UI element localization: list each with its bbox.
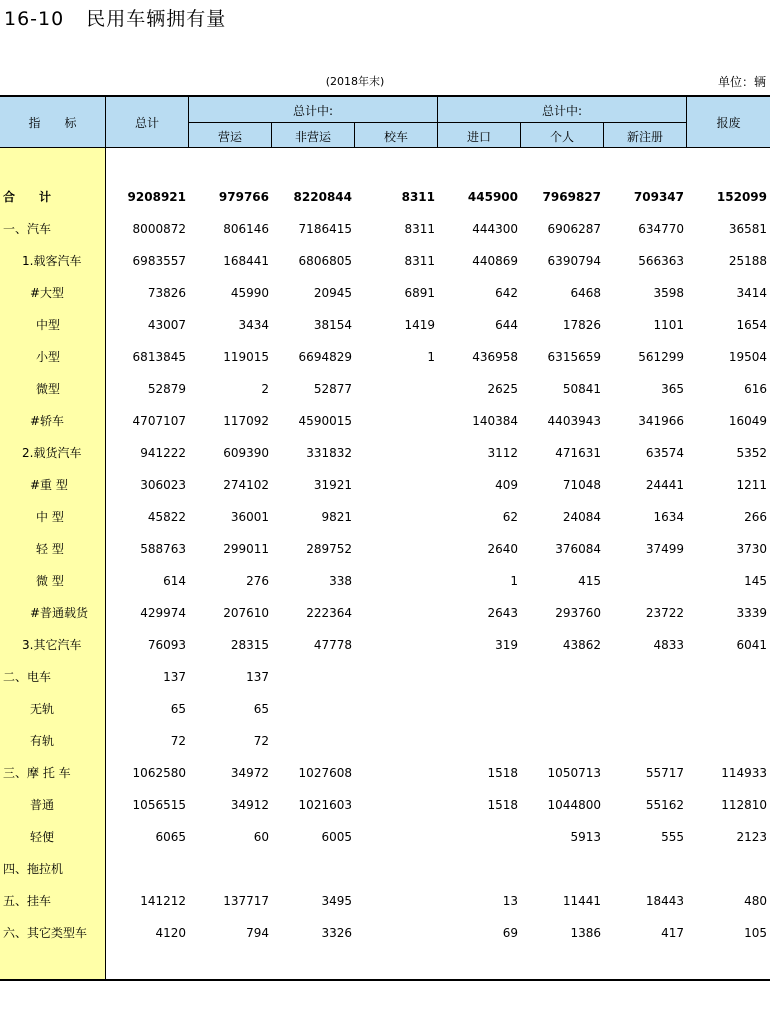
table-cell: 17826 <box>562 318 601 332</box>
table-cell: 65 <box>170 702 186 716</box>
row-label: 中型 <box>36 318 61 332</box>
table-row <box>0 437 770 469</box>
table-cell: 24441 <box>645 478 684 492</box>
table-cell: 4707107 <box>132 414 186 428</box>
row-label: 微型 <box>36 382 61 396</box>
table-row <box>0 917 770 949</box>
table-row <box>0 469 770 501</box>
table-cell: 117092 <box>223 414 269 428</box>
table-cell: 141212 <box>140 894 186 908</box>
table-cell: 6813845 <box>132 350 186 364</box>
table-cell: 3598 <box>653 286 684 300</box>
table-cell: 319 <box>495 638 518 652</box>
table-cell: 6390794 <box>547 254 601 268</box>
header-bottom-rule <box>0 147 770 148</box>
table-row <box>0 277 770 309</box>
table-row <box>0 213 770 245</box>
table-cell: 415 <box>578 574 601 588</box>
table-cell: 566363 <box>638 254 684 268</box>
table-cell: 4833 <box>653 638 684 652</box>
row-label: 六、其它类型车 <box>3 926 88 940</box>
row-label: 小型 <box>36 350 61 364</box>
table-cell: 112810 <box>721 798 767 812</box>
table-cell: 555 <box>661 830 684 844</box>
table-cell: 73826 <box>147 286 186 300</box>
table-cell: 34972 <box>230 766 269 780</box>
table-cell: 137 <box>246 670 269 684</box>
table-cell: 16049 <box>728 414 767 428</box>
table-cell: 34912 <box>230 798 269 812</box>
header-indicator: 指 标 <box>28 116 77 130</box>
row-label: 一、汽车 <box>3 222 52 236</box>
table-cell: 3730 <box>736 542 767 556</box>
table-cell: 642 <box>495 286 518 300</box>
table-cell: 609390 <box>223 446 269 460</box>
table-cell: 6005 <box>321 830 352 844</box>
table-cell: 9821 <box>321 510 352 524</box>
table-cell: 1101 <box>653 318 684 332</box>
table-subtitle: (2018年末) <box>325 75 385 88</box>
table-row <box>0 565 770 597</box>
table-cell: 8311 <box>404 222 435 236</box>
table-cell: 6468 <box>570 286 601 300</box>
row-label: 微 型 <box>36 574 64 588</box>
table-name: 民用车辆拥有量 <box>86 8 227 30</box>
table-row <box>0 341 770 373</box>
table-cell: 4120 <box>155 926 186 940</box>
header-group-operating: 总计中: <box>292 104 334 118</box>
table-cell: 4403943 <box>547 414 601 428</box>
table-cell: 43862 <box>562 638 601 652</box>
header-non-operating: 非营运 <box>294 130 331 144</box>
table-cell: 137 <box>163 670 186 684</box>
table-cell: 1419 <box>404 318 435 332</box>
table-cell: 1 <box>427 350 435 364</box>
table-cell: 137717 <box>223 894 269 908</box>
table-cell: 3495 <box>321 894 352 908</box>
table-cell: 6065 <box>155 830 186 844</box>
table-cell: 3414 <box>736 286 767 300</box>
table-row <box>0 693 770 725</box>
table-row <box>0 885 770 917</box>
row-label: #重 型 <box>30 478 68 492</box>
table-cell: 341966 <box>638 414 684 428</box>
header-scrapped: 报废 <box>716 116 741 130</box>
table-cell: 5913 <box>570 830 601 844</box>
table-cell: 6041 <box>736 638 767 652</box>
row-label: 三、摩 托 车 <box>3 766 71 780</box>
table-cell: 1518 <box>487 766 518 780</box>
table-cell: 105 <box>744 926 767 940</box>
table-cell: 634770 <box>638 222 684 236</box>
table-cell: 709347 <box>633 190 684 204</box>
row-label: 2.载货汽车 <box>22 446 82 460</box>
table-row <box>0 789 770 821</box>
table-cell: 1 <box>510 574 518 588</box>
table-cell: 289752 <box>306 542 352 556</box>
header-total: 总计 <box>134 116 159 130</box>
table-cell: 1062580 <box>132 766 186 780</box>
row-label: #大型 <box>30 286 65 300</box>
table-cell: 365 <box>661 382 684 396</box>
table-cell: 306023 <box>140 478 186 492</box>
table-cell: 3326 <box>321 926 352 940</box>
table-cell: 3434 <box>238 318 269 332</box>
table-cell: 6891 <box>404 286 435 300</box>
table-row <box>0 725 770 757</box>
table-cell: 331832 <box>306 446 352 460</box>
table-cell: 6694829 <box>298 350 352 364</box>
table-cell: 480 <box>744 894 767 908</box>
table-cell: 63574 <box>645 446 684 460</box>
table-cell: 471631 <box>555 446 601 460</box>
header-school-bus: 校车 <box>383 130 408 144</box>
table-cell: 2625 <box>487 382 518 396</box>
table-cell: 274102 <box>223 478 269 492</box>
table-cell: 24084 <box>562 510 601 524</box>
header-new-registered: 新注册 <box>626 130 663 144</box>
table-row <box>0 245 770 277</box>
table-cell: 6983557 <box>132 254 186 268</box>
table-cell: 266 <box>744 510 767 524</box>
table-row <box>0 661 770 693</box>
table-cell: 1634 <box>653 510 684 524</box>
table-cell: 2 <box>261 382 269 396</box>
table-cell: 440869 <box>472 254 518 268</box>
table-cell: 436958 <box>472 350 518 364</box>
header-top-rule <box>0 95 770 97</box>
table-cell: 13 <box>502 894 518 908</box>
table-cell: 65 <box>253 702 269 716</box>
table-cell: 60 <box>253 830 269 844</box>
table-cell: 25188 <box>728 254 767 268</box>
header-private: 个人 <box>549 130 574 144</box>
table-cell: 2640 <box>487 542 518 556</box>
table-cell: 222364 <box>306 606 352 620</box>
table-row <box>0 501 770 533</box>
table-cell: 71048 <box>562 478 601 492</box>
table-cell: 429974 <box>140 606 186 620</box>
table-cell: 444300 <box>472 222 518 236</box>
table-number: 16-10 <box>4 8 65 30</box>
table-row <box>0 181 770 213</box>
table-title <box>4 4 226 31</box>
table-row <box>0 597 770 629</box>
table-cell: 1021603 <box>298 798 352 812</box>
table-cell: 445900 <box>467 190 518 204</box>
row-label: 3.其它汽车 <box>22 638 82 652</box>
table-row <box>0 821 770 853</box>
table-cell: 23722 <box>645 606 684 620</box>
table-cell: 45822 <box>147 510 186 524</box>
table-cell: 69 <box>502 926 518 940</box>
table-cell: 4590015 <box>298 414 352 428</box>
table-row <box>0 405 770 437</box>
table-cell: 47778 <box>313 638 352 652</box>
row-label: 中 型 <box>36 510 64 524</box>
row-label: 合 计 <box>3 190 52 204</box>
table-cell: 37499 <box>645 542 684 556</box>
row-label: 1.载客汽车 <box>22 254 82 268</box>
table-cell: 168441 <box>223 254 269 268</box>
row-label: 四、拖拉机 <box>3 862 64 876</box>
table-cell: 140384 <box>472 414 518 428</box>
table-cell: 62 <box>502 510 518 524</box>
table-cell: 276 <box>246 574 269 588</box>
table-row <box>0 629 770 661</box>
table-cell: 8311 <box>401 190 435 204</box>
table-cell: 43007 <box>147 318 186 332</box>
table-cell: 1518 <box>487 798 518 812</box>
table-cell: 614 <box>163 574 186 588</box>
table-bottom-rule <box>0 979 770 981</box>
table-cell: 1044800 <box>547 798 601 812</box>
table-cell: 588763 <box>140 542 186 556</box>
table-row <box>0 853 770 885</box>
table-cell: 36001 <box>230 510 269 524</box>
table-cell: 1056515 <box>132 798 186 812</box>
table-cell: 31921 <box>313 478 352 492</box>
table-cell: 28315 <box>230 638 269 652</box>
table-cell: 52877 <box>313 382 352 396</box>
table-cell: 561299 <box>638 350 684 364</box>
table-cell: 6906287 <box>547 222 601 236</box>
table-cell: 38154 <box>313 318 352 332</box>
table-cell: 20945 <box>313 286 352 300</box>
table-cell: 941222 <box>140 446 186 460</box>
table-cell: 19504 <box>728 350 767 364</box>
row-label: #轿车 <box>30 414 65 428</box>
table-cell: 8000872 <box>132 222 186 236</box>
table-cell: 72 <box>170 734 186 748</box>
row-label: 五、挂车 <box>3 894 52 908</box>
table-cell: 9208921 <box>127 190 186 204</box>
table-cell: 8311 <box>404 254 435 268</box>
table-cell: 417 <box>661 926 684 940</box>
header-group-source: 总计中: <box>541 104 583 118</box>
table-row <box>0 757 770 789</box>
row-label: 轻便 <box>30 830 55 844</box>
table-cell: 114933 <box>721 766 767 780</box>
row-label: 二、电车 <box>3 670 52 684</box>
table-cell: 3112 <box>487 446 518 460</box>
table-cell: 76093 <box>147 638 186 652</box>
table-cell: 152099 <box>716 190 767 204</box>
table-cell: 794 <box>246 926 269 940</box>
table-cell: 293760 <box>555 606 601 620</box>
table-cell: 1654 <box>736 318 767 332</box>
table-row <box>0 373 770 405</box>
table-cell: 7969827 <box>542 190 601 204</box>
table-row <box>0 533 770 565</box>
table-cell: 1050713 <box>547 766 601 780</box>
table-cell: 55717 <box>645 766 684 780</box>
row-label: #普通载货 <box>30 606 89 620</box>
unit-label: 单位：辆 <box>717 75 766 89</box>
table-cell: 3339 <box>736 606 767 620</box>
table-cell: 806146 <box>223 222 269 236</box>
table-cell: 119015 <box>223 350 269 364</box>
row-label: 有轨 <box>30 734 55 748</box>
table-cell: 299011 <box>223 542 269 556</box>
table-cell: 8220844 <box>293 190 352 204</box>
table-cell: 7186415 <box>298 222 352 236</box>
table-cell: 55162 <box>645 798 684 812</box>
row-label: 普通 <box>30 798 55 812</box>
table-cell: 2123 <box>736 830 767 844</box>
table-cell: 5352 <box>736 446 767 460</box>
table-cell: 145 <box>744 574 767 588</box>
row-label: 无轨 <box>30 702 55 716</box>
table-cell: 376084 <box>555 542 601 556</box>
table-cell: 36581 <box>728 222 767 236</box>
table-cell: 11441 <box>562 894 601 908</box>
table-cell: 338 <box>329 574 352 588</box>
table-cell: 644 <box>495 318 518 332</box>
table-row <box>0 309 770 341</box>
table-cell: 979766 <box>218 190 269 204</box>
table-cell: 2643 <box>487 606 518 620</box>
table-cell: 6315659 <box>547 350 601 364</box>
table-cell: 409 <box>495 478 518 492</box>
header-operating: 营运 <box>217 130 242 144</box>
table-cell: 616 <box>744 382 767 396</box>
table-cell: 1027608 <box>298 766 352 780</box>
row-label: 轻 型 <box>36 542 64 556</box>
header-imported: 进口 <box>466 130 491 144</box>
table-cell: 52879 <box>147 382 186 396</box>
table-cell: 1211 <box>736 478 767 492</box>
table-cell: 18443 <box>645 894 684 908</box>
table-cell: 50841 <box>562 382 601 396</box>
table-cell: 6806805 <box>298 254 352 268</box>
table-cell: 45990 <box>230 286 269 300</box>
table-cell: 1386 <box>570 926 601 940</box>
table-cell: 72 <box>253 734 269 748</box>
table-cell: 207610 <box>223 606 269 620</box>
